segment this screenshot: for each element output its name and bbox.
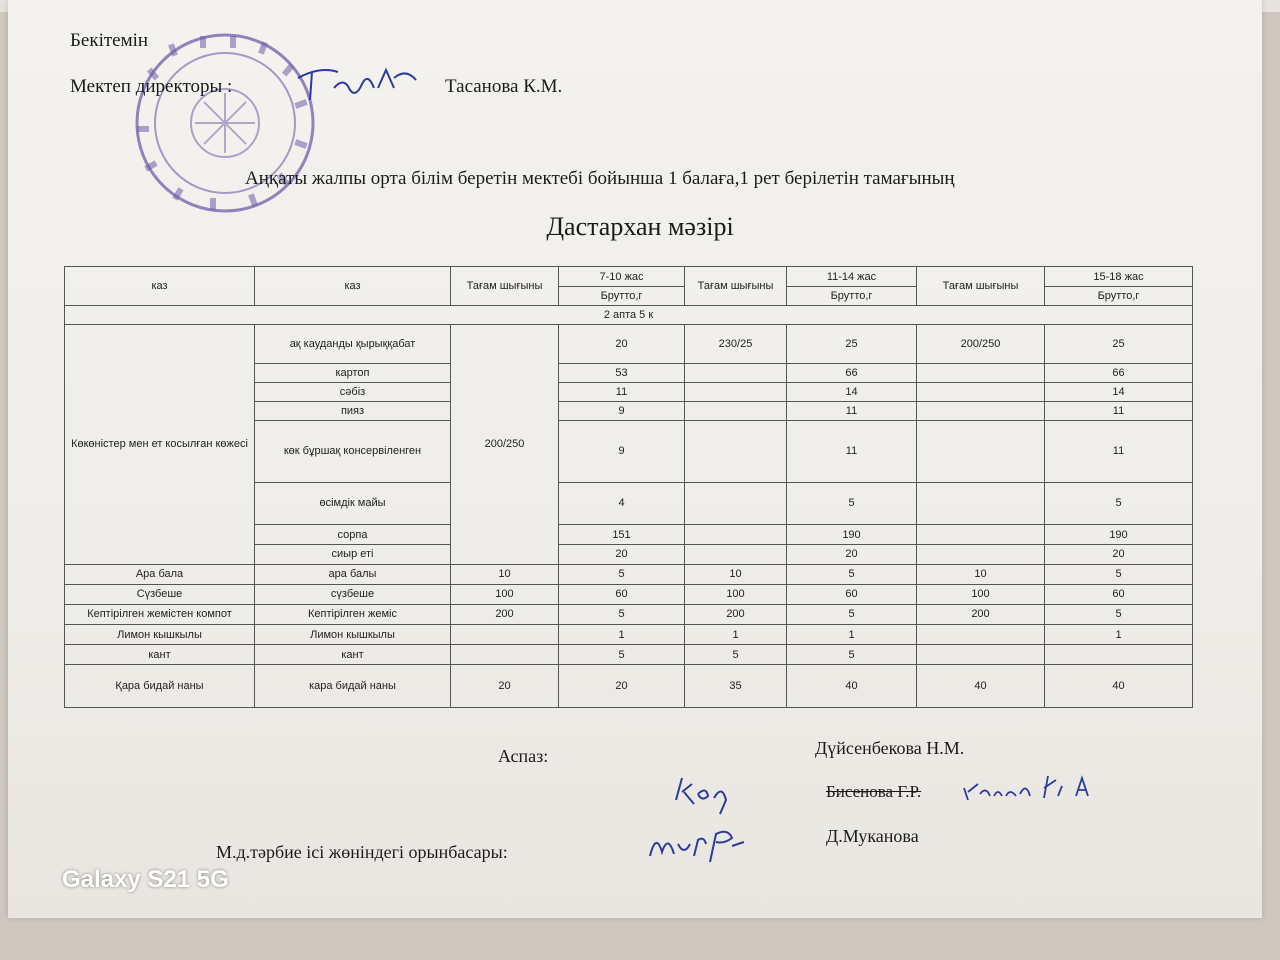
soup-yield-3: 200/250 bbox=[917, 325, 1045, 363]
approve-label: Бекітемін bbox=[70, 30, 149, 51]
soup-brutto-1: 9 bbox=[559, 401, 685, 420]
dish-ingredient: кант bbox=[255, 645, 451, 665]
soup-dish-name: Көкөністер мен ет косылған көжесі bbox=[65, 325, 255, 564]
empty-cell bbox=[685, 482, 787, 525]
deputy-label: М.д.тәрбие ісі жөніндегі орынбасары: bbox=[216, 842, 508, 862]
header-yield-2: Тағам шығыны bbox=[685, 267, 787, 306]
dish-ingredient: ара балы bbox=[255, 564, 451, 584]
soup-brutto-3: 11 bbox=[1045, 401, 1193, 420]
week-label: 2 апта 5 к bbox=[65, 306, 1193, 325]
soup-brutto-2: 11 bbox=[787, 401, 917, 420]
dish-brutto-2: 5 bbox=[787, 604, 917, 624]
soup-ingredient: сиыр еті bbox=[255, 545, 451, 564]
soup-brutto-2: 25 bbox=[787, 325, 917, 363]
dish-name: Қара бидай наны bbox=[65, 665, 255, 708]
soup-brutto-1: 20 bbox=[559, 545, 685, 564]
soup-brutto-2: 66 bbox=[787, 363, 917, 382]
soup-brutto-1: 9 bbox=[559, 421, 685, 483]
header-col2: каз bbox=[255, 267, 451, 306]
dish-yield-3 bbox=[917, 645, 1045, 665]
dish-brutto-3: 1 bbox=[1045, 625, 1193, 645]
dish-brutto-1: 5 bbox=[559, 645, 685, 665]
soup-brutto-1: 151 bbox=[559, 525, 685, 545]
dish-brutto-3: 60 bbox=[1045, 584, 1193, 604]
dish-brutto-2: 40 bbox=[787, 665, 917, 708]
soup-yield-1: 200/250 bbox=[451, 325, 559, 564]
document-subtitle: Аңқаты жалпы орта білім беретін мектебі бойынша 1 балаға,1 рет берілетін тамағының bbox=[245, 168, 955, 189]
soup-ingredient: сәбіз bbox=[255, 382, 451, 401]
empty-cell bbox=[685, 421, 787, 483]
empty-cell bbox=[917, 545, 1045, 564]
director-signature bbox=[290, 58, 430, 108]
empty-cell bbox=[917, 401, 1045, 420]
dish-brutto-3: 5 bbox=[1045, 604, 1193, 624]
soup-yield-2: 230/25 bbox=[685, 325, 787, 363]
dish-name: Сүзбеше bbox=[65, 584, 255, 604]
dish-yield-2: 1 bbox=[685, 625, 787, 645]
dish-name: кант bbox=[65, 645, 255, 665]
dish-yield-3 bbox=[917, 625, 1045, 645]
dish-brutto-1: 60 bbox=[559, 584, 685, 604]
dish-brutto-2: 60 bbox=[787, 584, 917, 604]
soup-brutto-1: 20 bbox=[559, 325, 685, 363]
soup-brutto-2: 14 bbox=[787, 382, 917, 401]
empty-cell bbox=[917, 421, 1045, 483]
soup-ingredient: сорпа bbox=[255, 525, 451, 545]
soup-ingredient: көк бұршақ консервіленген bbox=[255, 421, 451, 483]
empty-cell bbox=[685, 363, 787, 382]
header-age-11-14: 11-14 жас bbox=[787, 267, 917, 287]
dish-yield-3: 10 bbox=[917, 564, 1045, 584]
soup-brutto-3: 5 bbox=[1045, 482, 1193, 525]
document-title: Дастархан мәзірі bbox=[546, 212, 734, 241]
dish-name: Лимон кышкылы bbox=[65, 625, 255, 645]
header-brutto-2: Брутто,г bbox=[787, 287, 917, 306]
cook-label: Аспаз: bbox=[498, 746, 549, 766]
header-age-15-18: 15-18 жас bbox=[1045, 267, 1193, 287]
dish-yield-2: 35 bbox=[685, 665, 787, 708]
empty-cell bbox=[917, 525, 1045, 545]
soup-brutto-2: 190 bbox=[787, 525, 917, 545]
cook-name-1: Дүйсенбекова Н.М. bbox=[815, 738, 965, 758]
header-age-7-10: 7-10 жас bbox=[559, 267, 685, 287]
soup-brutto-3: 190 bbox=[1045, 525, 1193, 545]
soup-ingredient: пияз bbox=[255, 401, 451, 420]
dish-name: Ара бала bbox=[65, 564, 255, 584]
dish-brutto-1: 5 bbox=[559, 564, 685, 584]
empty-cell bbox=[685, 545, 787, 564]
dish-brutto-3 bbox=[1045, 645, 1193, 665]
director-label: Мектеп директоры : bbox=[70, 76, 233, 97]
dish-yield-2: 5 bbox=[685, 645, 787, 665]
dish-yield-1: 100 bbox=[451, 584, 559, 604]
header-yield-3: Тағам шығыны bbox=[917, 267, 1045, 306]
dish-name: Кептірілген жемістен компот bbox=[65, 604, 255, 624]
soup-brutto-3: 66 bbox=[1045, 363, 1193, 382]
soup-ingredient: ақ кауданды қырыққабат bbox=[255, 325, 451, 363]
menu-table bbox=[64, 266, 1193, 708]
dish-brutto-2: 5 bbox=[787, 564, 917, 584]
dish-ingredient: кара бидай наны bbox=[255, 665, 451, 708]
soup-ingredient: өсімдік майы bbox=[255, 482, 451, 525]
dish-ingredient: Лимон кышкылы bbox=[255, 625, 451, 645]
header-col1: каз bbox=[65, 267, 255, 306]
camera-watermark: Galaxy S21 5G bbox=[62, 866, 229, 893]
dish-yield-1 bbox=[451, 625, 559, 645]
cook-signature bbox=[668, 770, 738, 820]
dish-yield-3: 100 bbox=[917, 584, 1045, 604]
dish-yield-2: 200 bbox=[685, 604, 787, 624]
soup-brutto-2: 5 bbox=[787, 482, 917, 525]
empty-cell bbox=[917, 363, 1045, 382]
soup-brutto-1: 4 bbox=[559, 482, 685, 525]
deputy-signature bbox=[640, 822, 760, 872]
dish-ingredient: Кептірілген жеміс bbox=[255, 604, 451, 624]
header-yield-1: Тағам шығыны bbox=[451, 267, 559, 306]
empty-cell bbox=[685, 525, 787, 545]
dish-yield-1: 200 bbox=[451, 604, 559, 624]
header-brutto-3: Брутто,г bbox=[1045, 287, 1193, 306]
dish-yield-3: 200 bbox=[917, 604, 1045, 624]
dish-brutto-1: 20 bbox=[559, 665, 685, 708]
empty-cell bbox=[685, 401, 787, 420]
cook-name-2: Бисенова Г.Р. bbox=[826, 782, 922, 801]
dish-yield-1 bbox=[451, 645, 559, 665]
soup-brutto-3: 20 bbox=[1045, 545, 1193, 564]
header-brutto-1: Брутто,г bbox=[559, 287, 685, 306]
soup-brutto-3: 25 bbox=[1045, 325, 1193, 363]
dish-yield-1: 20 bbox=[451, 665, 559, 708]
empty-cell bbox=[685, 382, 787, 401]
cook-signature-2 bbox=[958, 768, 1108, 808]
dish-brutto-2: 5 bbox=[787, 645, 917, 665]
soup-brutto-1: 53 bbox=[559, 363, 685, 382]
soup-brutto-1: 11 bbox=[559, 382, 685, 401]
soup-brutto-2: 20 bbox=[787, 545, 917, 564]
dish-brutto-2: 1 bbox=[787, 625, 917, 645]
dish-yield-2: 100 bbox=[685, 584, 787, 604]
soup-brutto-3: 14 bbox=[1045, 382, 1193, 401]
dish-brutto-1: 1 bbox=[559, 625, 685, 645]
soup-brutto-3: 11 bbox=[1045, 421, 1193, 483]
soup-brutto-2: 11 bbox=[787, 421, 917, 483]
dish-brutto-3: 40 bbox=[1045, 665, 1193, 708]
dish-yield-3: 40 bbox=[917, 665, 1045, 708]
dish-brutto-1: 5 bbox=[559, 604, 685, 624]
dish-ingredient: сүзбеше bbox=[255, 584, 451, 604]
director-name: Тасанова К.М. bbox=[445, 76, 563, 97]
dish-yield-1: 10 bbox=[451, 564, 559, 584]
deputy-name: Д.Муканова bbox=[826, 826, 919, 846]
soup-ingredient: картоп bbox=[255, 363, 451, 382]
dish-brutto-3: 5 bbox=[1045, 564, 1193, 584]
empty-cell bbox=[917, 482, 1045, 525]
dish-yield-2: 10 bbox=[685, 564, 787, 584]
empty-cell bbox=[917, 382, 1045, 401]
